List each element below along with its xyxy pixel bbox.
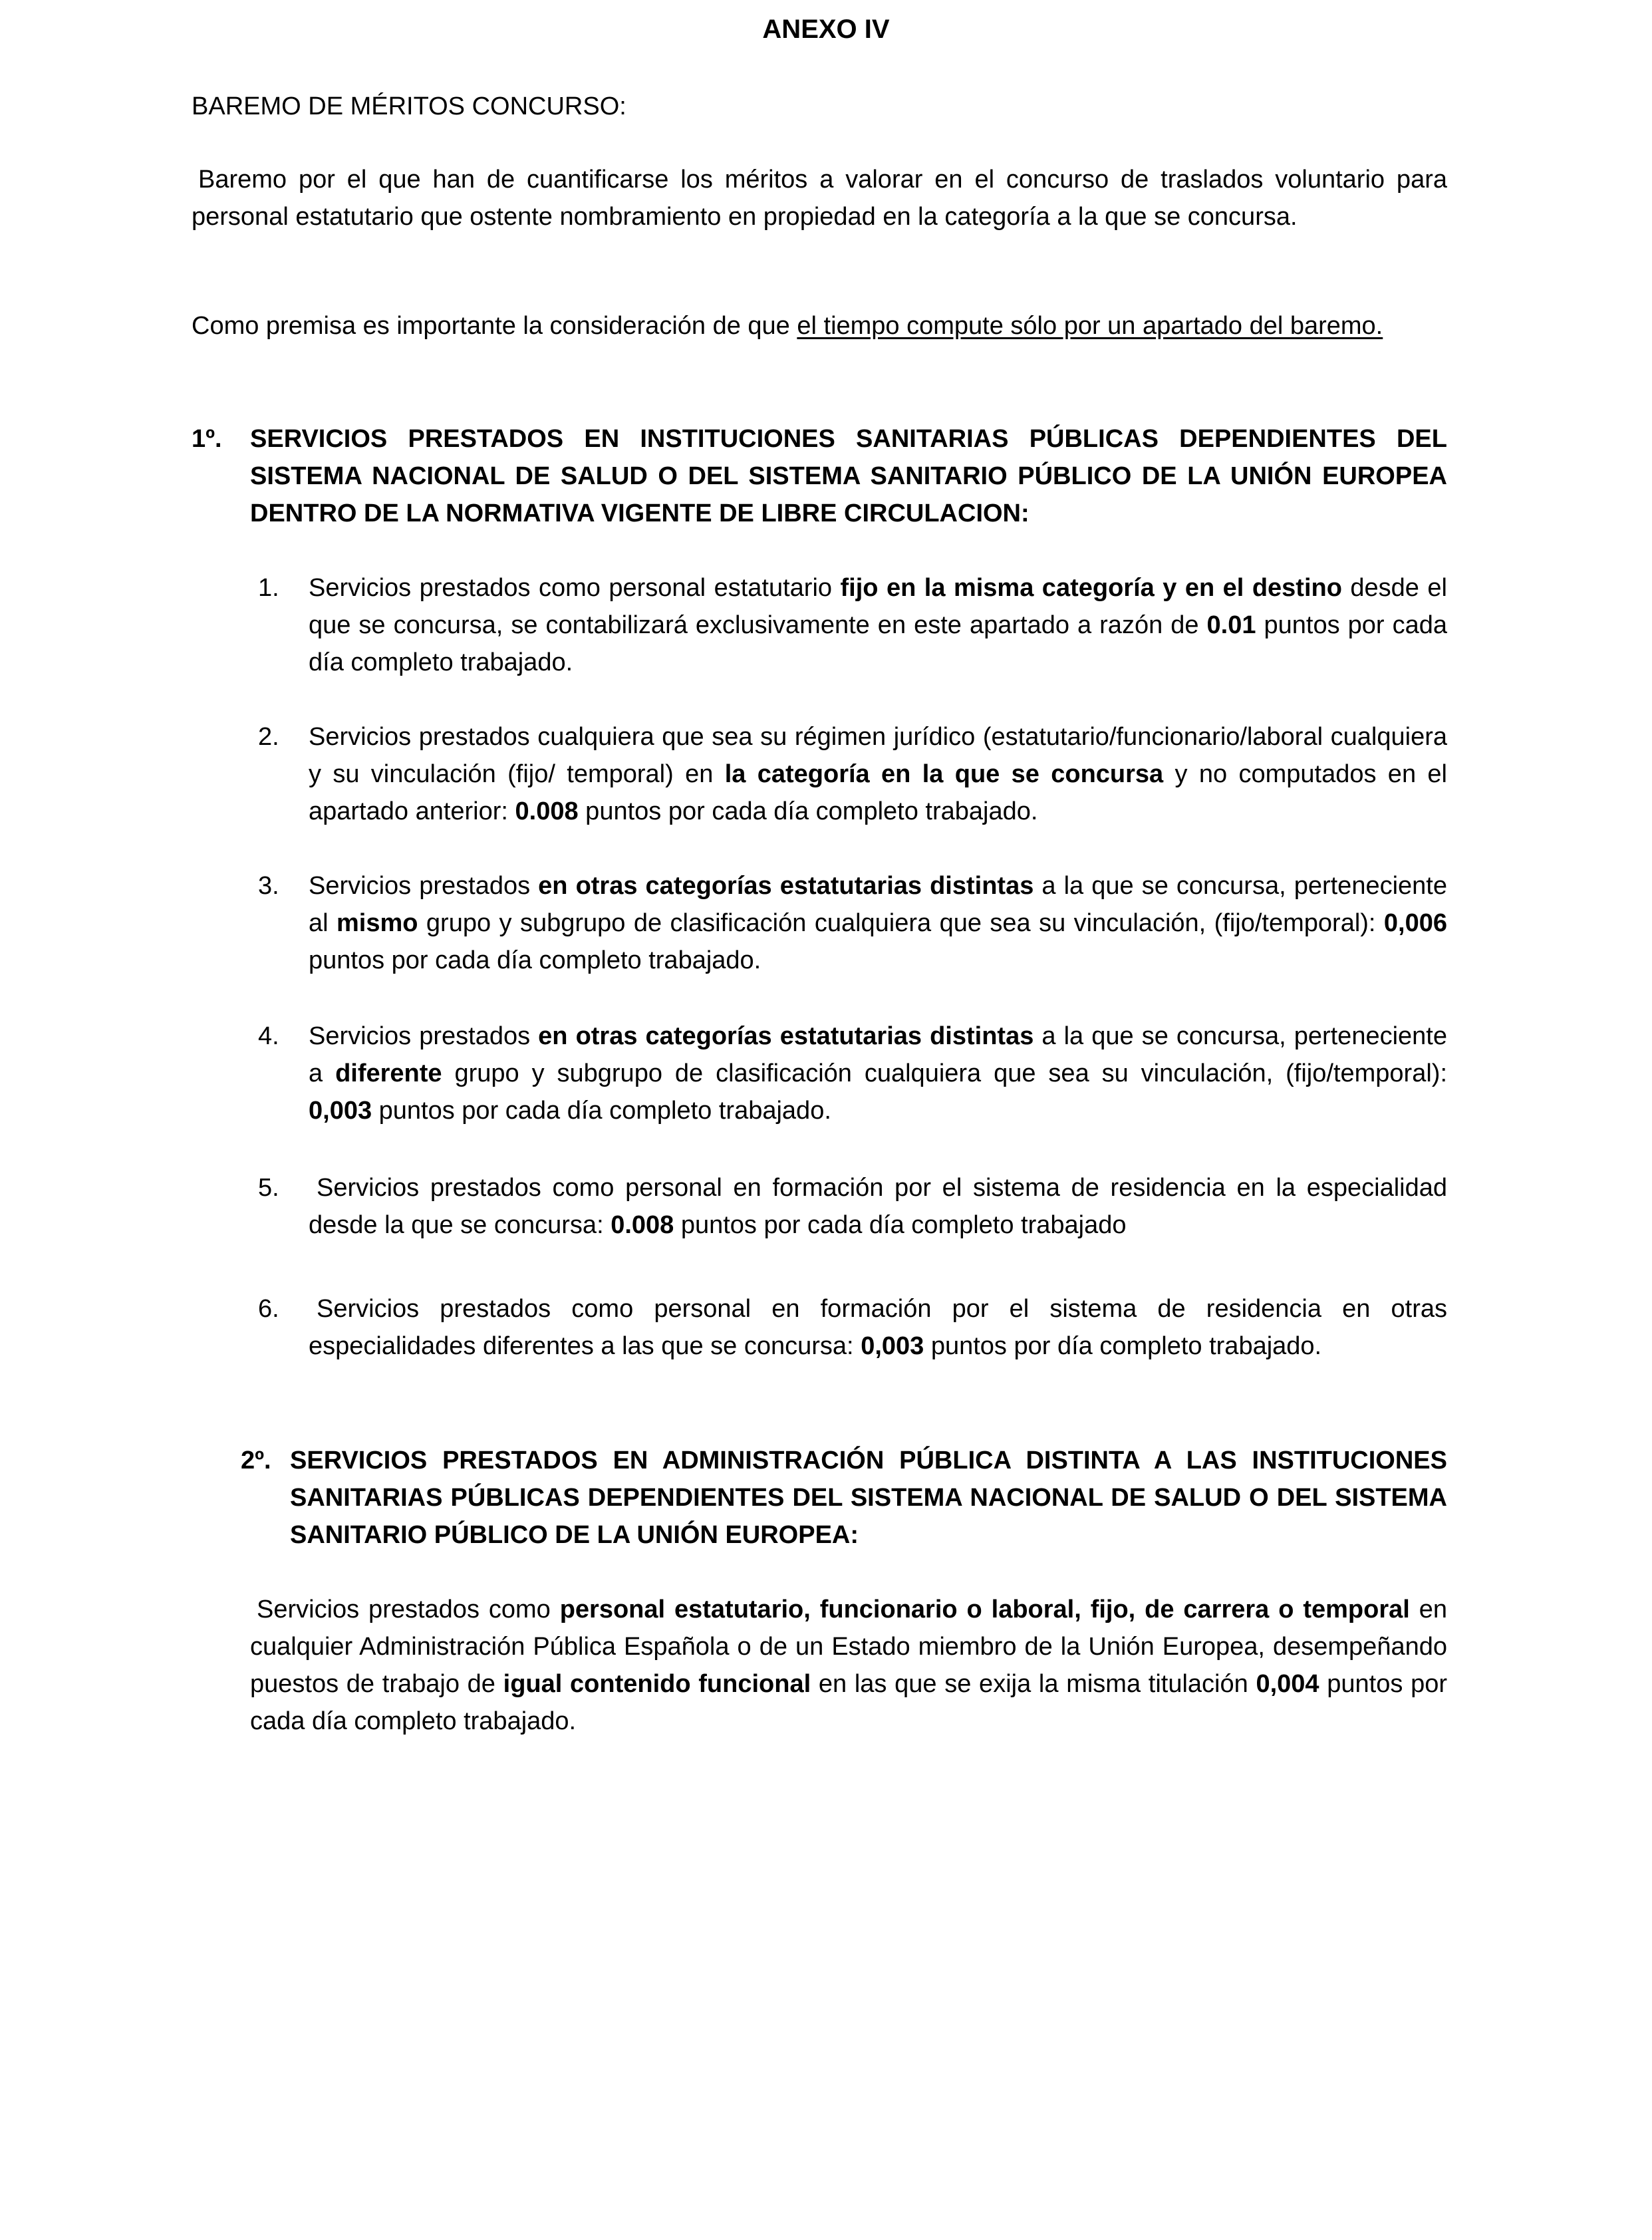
item-4-text-part: a la que se concursa, perteneciente a bbox=[309, 1022, 1447, 1087]
item-3-text-part: grupo y subgrupo de clasificación cualquiera que sea su vinculación, (fijo/temporal): bbox=[418, 909, 1384, 937]
premise-underlined-text: el tiempo compute sólo por un apartado del baremo. bbox=[797, 312, 1383, 340]
section-1-heading: SERVICIOS PRESTADOS EN INSTITUCIONES SANITARIAS PÚBLICAS DEPENDIENTES DEL SISTEMA NACIONAL DE SALUD O DEL SISTEMA SANITARIO PÚBLICO DE LA UNIÓN EUROPEA DENTRO DE LA NORMATIVA VIGENTE DE LIBRE CIRCULACION: bbox=[250, 425, 1447, 527]
item-3-text bbox=[309, 867, 1447, 979]
section-2-heading: SERVICIOS PRESTADOS EN ADMINISTRACIÓN PÚBLICA DISTINTA A LAS INSTITUCIONES SANITARIAS PÚBLICAS DEPENDIENTES DEL SISTEMA NACIONAL DE SALUD O DEL SISTEMA SANITARIO PÚBLICO DE LA UNIÓN EUROPEA: bbox=[290, 1447, 1447, 1549]
item-6-text bbox=[309, 1290, 1447, 1365]
section-2-number: 2º. bbox=[241, 1447, 271, 1474]
item-4-text-part: Servicios prestados bbox=[309, 1022, 539, 1050]
item-4-text bbox=[309, 1018, 1447, 1129]
item-3-number: 3. bbox=[258, 872, 279, 900]
premise-text: Como premisa es importante la consideración de que bbox=[192, 312, 797, 340]
section-2-text-part: Servicios prestados como bbox=[257, 1596, 560, 1623]
item-3-bold-value: 0,006 bbox=[1383, 909, 1448, 937]
item-3-bold-part: en otras categorías estatutarias distintas bbox=[538, 872, 1034, 900]
premise-paragraph bbox=[192, 307, 1447, 345]
item-5-text-part: Servicios prestados como personal en formación por el sistema de residencia en la especialidad desde la que se concursa: bbox=[309, 1174, 1447, 1239]
intro-paragraph: Baremo por el que han de cuantificarse los méritos a valorar en el concurso de traslados voluntario para personal estatutario que ostente nombramiento en propiedad en la categoría a la que se concursa. bbox=[192, 166, 1447, 231]
item-6-text-part: Servicios prestados como personal en formación por el sistema de residencia en otras especialidades diferentes a las que se concursa: bbox=[309, 1295, 1447, 1360]
baremo-label: BAREMO DE MÉRITOS CONCURSO: bbox=[192, 92, 626, 120]
item-4-bold-part: en otras categorías estatutarias distintas bbox=[538, 1022, 1034, 1050]
item-6-number: 6. bbox=[258, 1295, 279, 1323]
item-5-number: 5. bbox=[258, 1174, 279, 1202]
section-2-text-part: puntos por cada día completo trabajado. bbox=[250, 1670, 1447, 1735]
item-1-text bbox=[309, 569, 1447, 681]
section-2-bold-value: 0,004 bbox=[1256, 1670, 1319, 1698]
item-5-text-part: puntos por cada día completo trabajado bbox=[674, 1211, 1127, 1239]
item-2-text bbox=[309, 718, 1447, 830]
section-2-body bbox=[250, 1591, 1447, 1740]
item-2-text-part: y no computados en el apartado anterior: bbox=[309, 760, 1447, 825]
section-2-text-part: en las que se exija la misma titulación bbox=[811, 1670, 1256, 1698]
item-4-text-part: grupo y subgrupo de clasificación cualquiera que sea su vinculación, (fijo/temporal): bbox=[442, 1059, 1447, 1087]
item-4-text-part: puntos por cada día completo trabajado. bbox=[372, 1097, 831, 1125]
item-4-bold-part: diferente bbox=[335, 1059, 442, 1087]
item-6-text-part: puntos por día completo trabajado. bbox=[924, 1332, 1322, 1360]
page-title: ANEXO IV bbox=[762, 15, 890, 44]
section-1-number: 1º. bbox=[192, 425, 222, 453]
item-3-text-part: puntos por cada día completo trabajado. bbox=[309, 946, 761, 974]
item-1-text-part: Servicios prestados como personal estatutario bbox=[309, 574, 841, 602]
item-6-bold-value: 0,003 bbox=[861, 1332, 924, 1360]
item-5-bold-value: 0.008 bbox=[611, 1211, 674, 1239]
item-3-text-part: a la que se concursa, perteneciente al bbox=[309, 872, 1447, 937]
item-2-number: 2. bbox=[258, 723, 279, 751]
item-5-text bbox=[309, 1169, 1447, 1244]
item-1-number: 1. bbox=[258, 574, 279, 602]
item-2-text-part: Servicios prestados cualquiera que sea su régimen jurídico (estatutario/funcionario/laboral cualquiera y su vinculación (fijo/ temporal) en bbox=[309, 723, 1447, 788]
item-1-text-part: desde el que se concursa, se contabilizará exclusivamente en este apartado a razón de bbox=[309, 574, 1447, 639]
section-2-bold-part: personal estatutario, funcionario o laboral, fijo, de carrera o temporal bbox=[559, 1596, 1410, 1623]
item-3-text-part: Servicios prestados bbox=[309, 872, 539, 900]
item-1-bold-part: fijo en la misma categoría y en el destino bbox=[840, 574, 1342, 602]
item-4-number: 4. bbox=[258, 1022, 279, 1050]
item-2-bold-part: la categoría en la que se concursa bbox=[724, 760, 1164, 788]
item-3-bold-part: mismo bbox=[337, 909, 418, 937]
item-4-bold-value: 0,003 bbox=[309, 1097, 372, 1125]
section-2-bold-part: igual contenido funcional bbox=[503, 1670, 811, 1698]
section-2-text-part: en cualquier Administración Pública Española o de un Estado miembro de la Unión Europea, desempeñando puestos de trabajo de bbox=[250, 1596, 1447, 1698]
item-1-bold-value: 0.01 bbox=[1206, 611, 1256, 639]
item-1-text-part: puntos por cada día completo trabajado. bbox=[309, 611, 1447, 676]
item-2-text-part: puntos por cada día completo trabajado. bbox=[578, 797, 1038, 825]
item-2-bold-value: 0.008 bbox=[515, 797, 579, 825]
